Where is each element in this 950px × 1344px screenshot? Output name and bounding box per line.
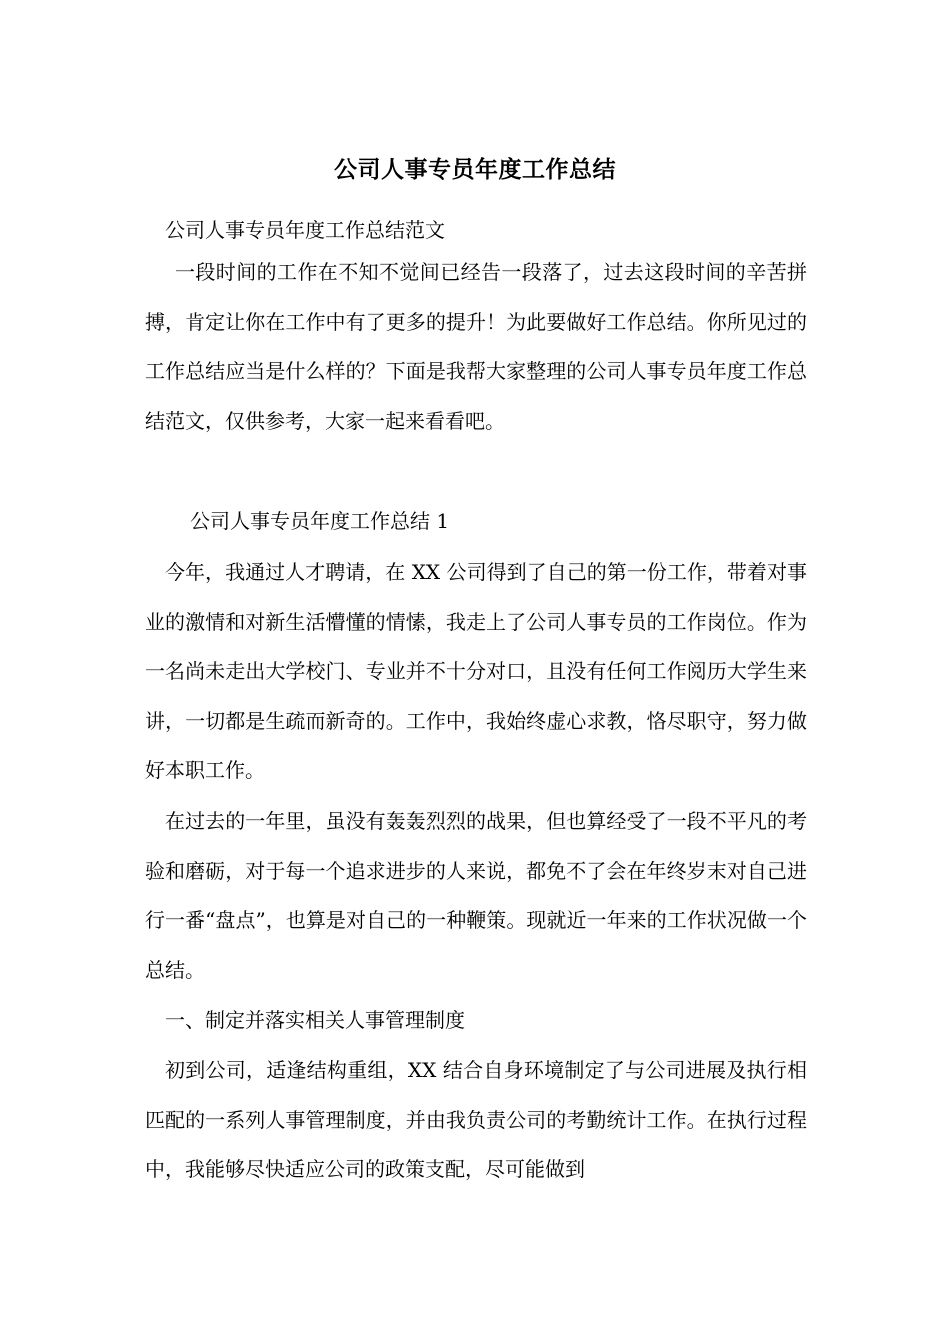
point-1-heading: 一、制定并落实相关人事管理制度 — [165, 1008, 465, 1032]
body-paragraph-2: 在过去的一年里，虽没有轰轰烈烈的战果，但也算经受了一段不平凡的考验和磨砺，对于每一个追求进步的人来说，都免不了会在年终岁末对自己进行一番“盘点”，也算是对自己的一种鞭策。现就近一年来的工作状况做一个总结。 — [145, 809, 807, 982]
document-subtitle: 公司人事专员年度工作总结范文 — [165, 218, 445, 242]
body-paragraph-1: 今年，我通过人才聘请，在 XX 公司得到了自己的第一份工作，带着对事业的激情和对新生活懵懂的情愫，我走上了公司人事专员的工作岗位。作为一名尚未走出大学校门、专业并不十分对口，且没有任何工作阅历大学生来讲，一切都是生疏而新奇的。工作中，我始终虚心求教，恪尽职守，努力做好本职工作。 — [145, 560, 807, 783]
document-title: 公司人事专员年度工作总结 — [334, 156, 616, 183]
intro-paragraph: 一段时间的工作在不知不觉间已经告一段落了，过去这段时间的辛苦拼搏，肯定让你在工作中有了更多的提升！为此要做好工作总结。你所见过的工作总结应当是什么样的？下面是我帮大家整理的公司人事专员年度工作总结范文，仅供参考，大家一起来看看吧。 — [145, 260, 807, 433]
body-paragraph-3: 初到公司，适逢结构重组，XX 结合自身环境制定了与公司进展及执行相匹配的一系列人事管理制度，并由我负责公司的考勤统计工作。在执行过程中，我能够尽快适应公司的政策支配，尽可能做到 — [145, 1058, 807, 1182]
section-heading: 公司人事专员年度工作总结 1 — [190, 509, 450, 533]
